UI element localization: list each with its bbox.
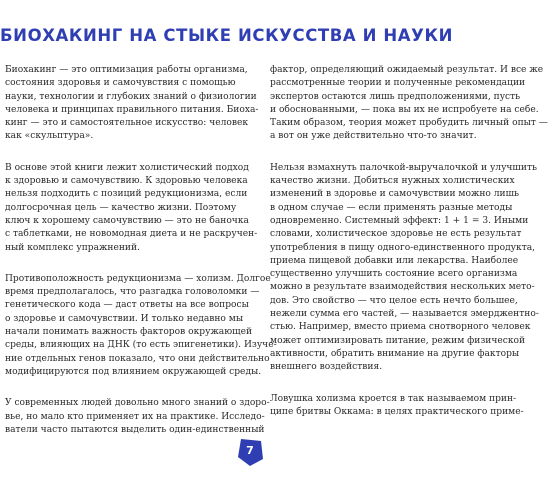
text-line: Противоположность редукционизма — холизм. Долгое (5, 273, 271, 284)
text-line: а вот он уже действительно что-то значит. (270, 131, 477, 142)
text-line: вье, но мало кто применяет их на практике. Исследо- (5, 411, 265, 422)
page-number: 7 (246, 444, 254, 457)
text-line: начали понимать важность факторов окружающей (5, 327, 253, 338)
text-line: существенно улучшить состояние всего организма (270, 269, 518, 280)
text-line: употребления в пищу одного-единственного продукта, (270, 242, 536, 253)
text-line: рассмотренные теории и полученные рекомендации (270, 78, 526, 89)
text-line: экспертов остаются лишь предположениями, пусть (270, 91, 521, 102)
left-paragraph (5, 397, 270, 437)
text-line: время предполагалось, что разгадка головоломки — (5, 287, 260, 298)
text-line: приема пищевой добавки или лекарства. Наиболее (270, 255, 519, 266)
text-line: ключ к хорошему самочувствию — это не баночка (5, 215, 249, 226)
text-line: У современных людей довольно много знаний о здоро- (5, 398, 270, 409)
text-line: кинг — это и самостоятельное искусство: человек (5, 118, 249, 129)
text-line: с таблетками, не новомодная диета и не раскручен- (5, 229, 258, 240)
text-line: науки, технологии и глубоких знаний о физиологии (5, 91, 257, 102)
text-line: в одном случае — если применять разные методы (270, 202, 513, 213)
text-line: как «скульптура». (5, 131, 94, 142)
text-line: Ловушка холизма кроется в так называемом прин- (270, 393, 517, 404)
left-column (5, 64, 277, 455)
text-line: словами, холистическое здоровье не есть результат (270, 229, 522, 240)
text-line: качество жизни. Добиться нужных холистических (270, 176, 515, 187)
text-line: активности, обратить внимание на другие факторы (270, 348, 520, 359)
right-paragraph (270, 393, 524, 420)
page-heading (0, 26, 500, 45)
text-line: Таким образом, теория может пробудить личный опыт — (270, 118, 548, 129)
text-line: изменений в здоровье и самочувствии можно лишь (270, 189, 520, 200)
left-paragraph (5, 162, 258, 255)
text-line: стью. Например, вместо приема снотворного человек (270, 322, 531, 333)
text-line: человека и принципах правильного питания. Биоха- (5, 104, 259, 115)
text-line: фактор, определяющий ожидаемый результат. И все же (270, 65, 544, 75)
text-line: генетического кода — даст ответы на все вопросы (5, 300, 249, 311)
heading-text: БИОХАКИНГ НА СТЫКЕ ИСКУССТВА И НАУКИ (0, 26, 453, 45)
text-line: ние отдельных генов показало, что они действительно (5, 353, 270, 364)
text-line: одновременно. Системный эффект: 1 + 1 = 3. Иными (270, 215, 529, 226)
text-line: дов. Это свойство — что целое есть нечто большее, (270, 295, 518, 306)
page-number-badge (235, 437, 265, 467)
left-paragraph (5, 273, 277, 379)
text-line: внешнего воздействия. (270, 362, 383, 373)
text-line: нежели сумма его частей, — называется эмерджентно- (270, 309, 539, 320)
text-line: Биохакинг — это оптимизация работы организма, (5, 65, 248, 75)
text-line: о здоровье и самочувствии. И только недавно мы (5, 313, 244, 324)
text-line: долгосрочная цель — качество жизни. Поэтому (5, 202, 237, 213)
right-paragraph (270, 64, 548, 144)
text-line: нельзя подходить с позиций редукционизма, если (5, 189, 248, 200)
text-line: и обоснованными, — пока вы их не испробуете на себе. (270, 104, 539, 115)
text-line: модифицируются под влиянием окружающей среды. (5, 366, 262, 377)
text-line: В основе этой книги лежит холистический подход (5, 162, 249, 173)
text-line: состояния здоровья и самочувствия с помощью (5, 78, 236, 89)
text-line: можно в результате взаимодействия нескольких мето- (270, 282, 535, 293)
text-line: ватели часто пытаются выделить один-единственный (5, 424, 265, 435)
text-line: Нельзя взмахнуть палочкой-выручалочкой и улучшить (270, 162, 537, 173)
text-line: ный комплекс упражнений. (5, 242, 140, 253)
right-paragraph (270, 162, 539, 375)
left-paragraph (5, 64, 259, 144)
text-line: может оптимизировать питание, режим физической (270, 335, 526, 346)
text-line: ципе бритвы Оккама: в целях практического приме- (270, 406, 524, 417)
text-line: среды, влияющих на ДНК (то есть эпигенетики). Изуче- (5, 340, 277, 351)
text-line: к здоровью и самочувствию. К здоровью человека (5, 176, 248, 187)
right-column (270, 64, 548, 437)
